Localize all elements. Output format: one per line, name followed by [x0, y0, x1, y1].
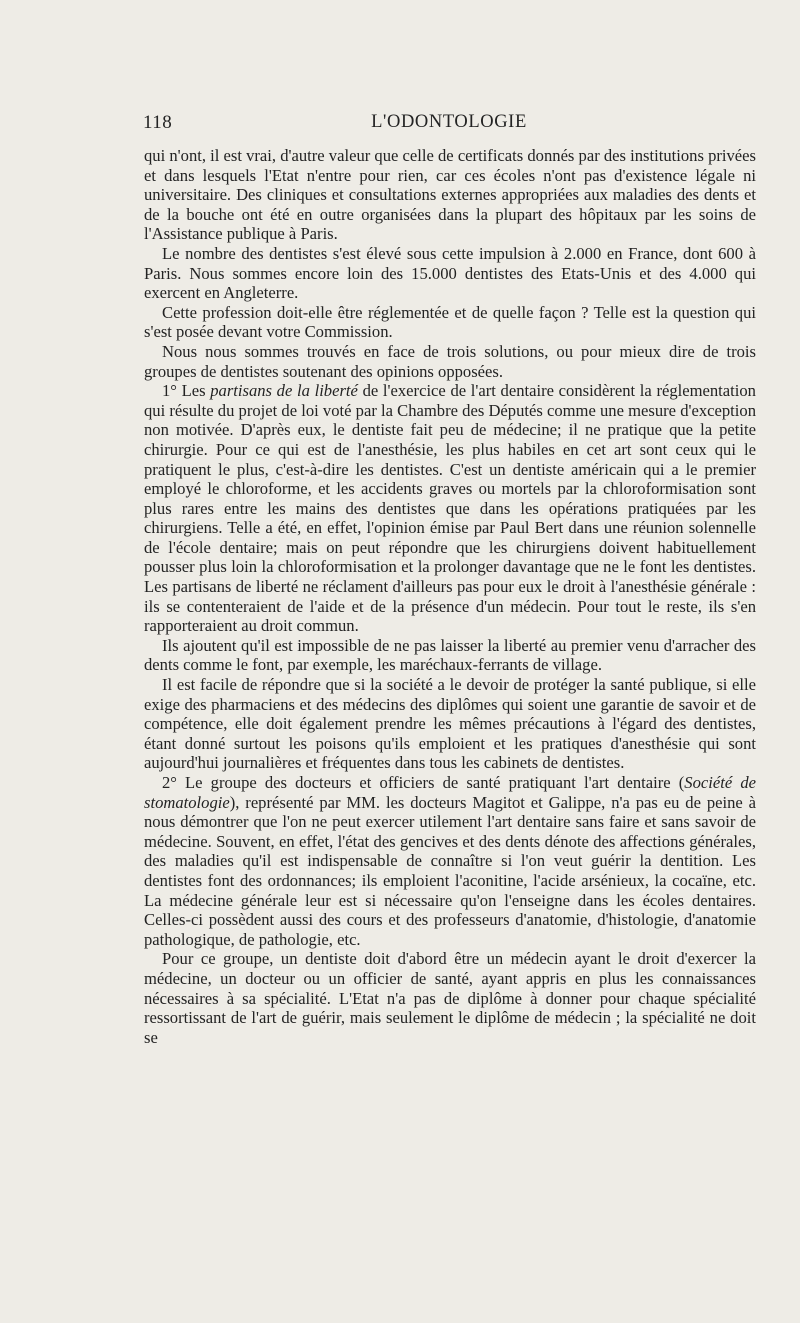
paragraph — [144, 381, 756, 636]
page-header — [143, 112, 755, 140]
paragraph — [144, 244, 756, 303]
text-run: Pour ce groupe, un dentiste doit d'abord être un médecin ayant le droit d'exercer la médecine, un docteur ou un officier de santé, ayant appris en plus les connaissances nécessaires à sa spécialité. L'Etat n'a pas de diplôme à donner pour chaque spécialité ressortissant de l'art de guérir, mais seulement le diplôme de médecin ; la spécialité ne doit se — [144, 949, 756, 1047]
text-run: de l'exercice de l'art dentaire considèrent la réglementation qui résulte du projet de loi voté par la Chambre des Députés comme une mesure d'exception non motivée. D'après eux, le dentiste fait peu de médecine; il ne pratique que la petite chirurgie. Pour ce qui est de l'anesthésie, les plus habiles en cet art sont ceux qui le pratiquent le plus, c'est-à-dire les dentistes. C'est un dentiste américain qui a le premier employé le chloroforme, et les accidents graves ou mortels par la chloroformisation sont plus rares entre les mains des dentistes que dans les opérations pratiquées par les chirurgiens. Telle a été, en effet, l'opinion émise par Paul Bert dans une réunion solennelle de l'école dentaire; mais on peut répondre que les chirurgiens doivent habituellement pousser plus loin la chloroformisation et la prolonger davantage que ne le font les dentistes. Les partisans de liberté ne réclament d'ailleurs pas pour eux le droit à l'anesthésie générale : ils se contenteraient de l'aide et de la présence d'un médecin. Pour tout le reste, ils s'en rapporteraient au droit commun. — [144, 381, 756, 636]
body-text — [144, 146, 756, 1047]
text-run: 1° Les — [162, 381, 211, 401]
paragraph — [144, 342, 756, 381]
text-run: Ils ajoutent qu'il est impossible de ne pas laisser la liberté au premier venu d'arracher des dents comme le font, par exemple, les maréchaux-ferrants de village. — [144, 635, 756, 675]
paragraph — [144, 303, 756, 342]
paragraph — [144, 773, 756, 949]
italic-text: partisans de la liberté — [210, 381, 358, 401]
paragraph — [144, 949, 756, 1047]
italic-text: Société de stomatologie — [144, 773, 756, 812]
text-run: Nous nous sommes trouvés en face de trois solutions, ou pour mieux dire de trois groupes de dentistes soutenant des opinions opposées. — [144, 341, 756, 381]
running-title: L'ODONTOLOGIE — [371, 112, 527, 132]
text-run: Cette profession doit-elle être réglementée et de quelle façon ? Telle est la question qui s'est posée devant votre Commission. — [144, 302, 756, 342]
text-run: Il est facile de répondre que si la société a le devoir de protéger la santé publique, si elle exige des pharmaciens et des médecins des diplômes qui soient une garantie de savoir et de compétence, elle doit également prendre les mêmes précautions à l'égard des dentistes, étant donné surtout les poisons qu'ils emploient et les pratiques d'anesthésie qui sont aujourd'hui journalières et fréquentes dans tous les cabinets de dentistes. — [144, 675, 756, 773]
page-number: 118 — [143, 112, 173, 133]
text-run: ), représenté par MM. les docteurs Magitot et Galippe, n'a pas eu de peine à nous démontrer que l'on ne peut exercer utilement l'art dentaire sans faire et sans savoir de médecine. Souvent, en effet, l'état des gencives et des dents dénote des affections générales, des maladies qu'il est indispensable de connaître si l'on veut guérir la dentition. Les dentistes font des ordonnances; ils emploient l'aconitine, l'acide arsénieux, la cocaïne, etc. La médecine générale leur est si nécessaire qu'on l'enseigne dans les écoles dentaires. Celles-ci possèdent aussi des cours et des professeurs d'anatomie, d'histologie, d'anatomie pathologique, de pathologie, etc. — [144, 792, 756, 949]
text-run: 2° Le groupe des docteurs et officiers de santé pratiquant l'art dentaire ( — [162, 773, 685, 792]
paragraph — [144, 146, 756, 244]
text-run: qui n'ont, il est vrai, d'autre valeur que celle de certificats donnés par des institutions privées et dans lesquels l'Etat n'entre pour rien, car ces écoles n'ont pas d'existence légale ni universitaire. Des cliniques et consultations externes appropriées aux maladies des dents et de la bouche ont été en outre organisées dans la plupart des hôpitaux par les soins de l'Assistance publique à Paris. — [144, 146, 756, 244]
text-run: Le nombre des dentistes s'est élevé sous cette impulsion à 2.000 en France, dont 600 à Paris. Nous sommes encore loin des 15.000 dentistes des Etats-Unis et des 4.000 qui exercent en Angleterre. — [144, 243, 756, 303]
paragraph — [144, 636, 756, 675]
paragraph — [144, 675, 756, 773]
